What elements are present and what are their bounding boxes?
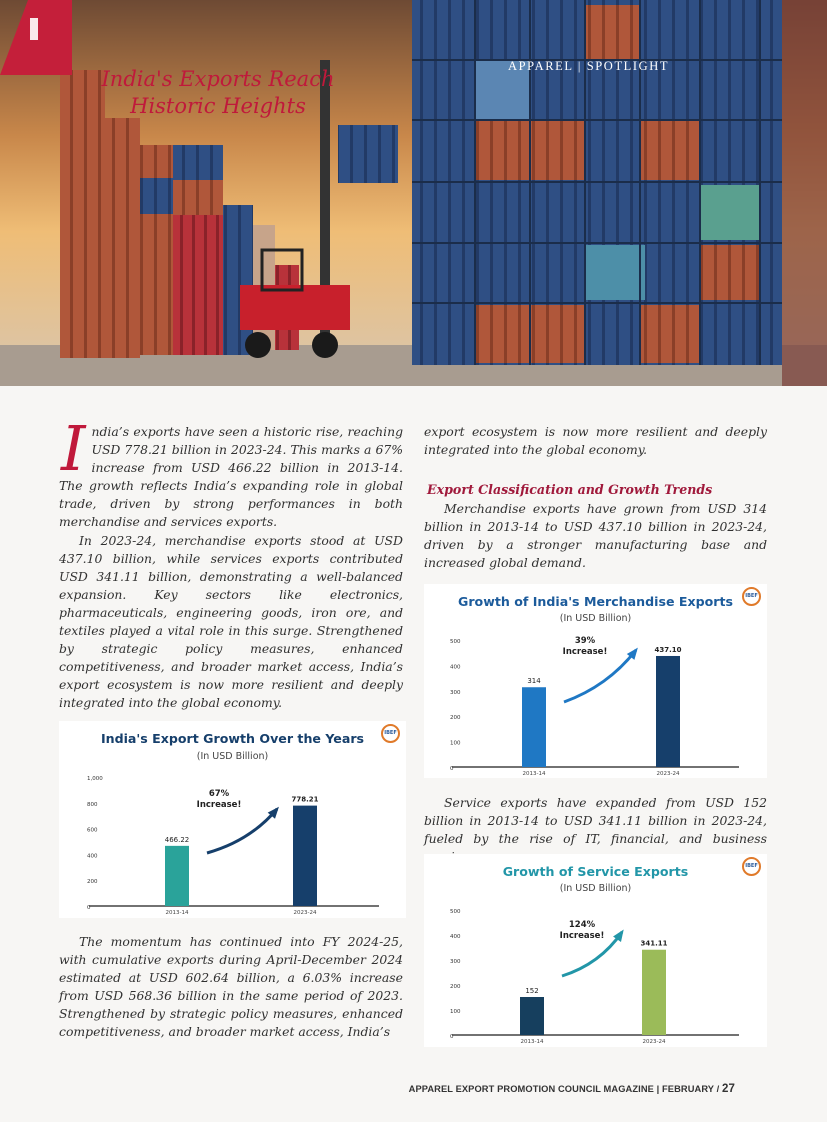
x-tick-label: 2023-24: [642, 1039, 666, 1045]
article-column-right-mid: [424, 500, 767, 572]
section-subheading: Export Classification and Growth Trends: [427, 482, 713, 497]
section-label: APPAREL | SPOTLIGHT: [508, 59, 670, 73]
bar-2023-24: [642, 950, 666, 1035]
bar-2013-14: [522, 687, 546, 767]
x-tick-label: 2023-24: [293, 910, 317, 916]
y-tick-label: 200: [87, 879, 98, 886]
y-tick-label: 0: [450, 1034, 454, 1040]
annotation-percent: 67%: [208, 789, 230, 799]
chart-plot: [424, 584, 767, 778]
y-tick-label: 500: [450, 909, 461, 915]
y-tick-label: 100: [450, 740, 461, 747]
paragraph-3: The momentum has continued into FY 2024-25, with cumulative exports during April-December 2024 estimated at USD 602.64 billion, a 6.03% increase from USD 568.36 billion in the same period of 2023. Strengthened by strategic policy measures, enhanced competitiveness, and broader market access, India’s: [59, 934, 403, 1040]
corner-logo-mark: [0, 0, 72, 75]
paragraph-3-continued: export ecosystem is now more resilient and deeply integrated into the global economy.: [424, 424, 767, 458]
y-tick-label: 200: [450, 984, 461, 990]
y-tick-label: 1,000: [87, 776, 103, 782]
title-line-1: India's Exports Reach: [101, 67, 335, 91]
growth-arrow: [564, 650, 636, 702]
article-column-right-top: [424, 423, 767, 459]
chart-merchandise-exports: [424, 584, 767, 778]
annotation-label: Increase!: [559, 931, 605, 941]
y-tick-label: 400: [450, 664, 461, 671]
chart-subtitle: (In USD Billion): [559, 883, 632, 894]
y-tick-label: 600: [87, 827, 98, 834]
x-tick-label: 2013-14: [165, 910, 189, 916]
data-label: 152: [525, 987, 539, 995]
chart-subtitle: (In USD Billion): [196, 751, 269, 762]
paragraph-5: Service exports have expanded from USD 152 billion in 2013-14 to USD 341.11 billion in 2023-24, fueled by the rise of IT, financial, and business: [424, 795, 767, 847]
hero-photo: [0, 0, 827, 386]
article-title: [88, 66, 348, 120]
paragraph-1-text: ndia’s exports have seen a historic rise, reaching USD 778.21 billion in 2023-24. This marks a 67% increase from USD 466.22 billion in 2013-14. The growth reflects India’s expanding role in global trade, driven by strong performances in both merchandise and services exports.: [59, 424, 403, 530]
x-tick-label: 2013-14: [522, 771, 546, 777]
bar-2023-24: [656, 656, 680, 767]
annotation-percent: 39%: [574, 636, 596, 646]
annotation-label: Increase!: [562, 647, 608, 657]
y-tick-label: 300: [450, 959, 461, 965]
page-footer: [409, 1083, 735, 1095]
article-column-left: [59, 412, 403, 713]
chart-service-exports: [424, 854, 767, 1047]
title-line-2: Historic Heights: [130, 94, 306, 118]
bar-2023-24: [293, 806, 317, 906]
paragraph-2: In 2023-24, merchandise exports stood at USD 437.10 billion, while services exports contributed USD 341.11 billion, demonstrating a well-balanced expansion. Key sectors like electronics, pharmaceuticals, engineering goods, iron ore, and textiles played a vital role in this surge. Strengthened by strategic policy measures, enhanced competitiveness, and broader market access, India’s export ecosystem is now more resilient and deeply integrated into the global economy.: [59, 532, 403, 711]
article-column-left-bottom: [59, 933, 403, 1042]
source-logo-icon: IBEF: [381, 724, 400, 743]
data-label: 314: [527, 677, 541, 686]
data-label: 437.10: [654, 645, 682, 654]
data-label: 341.11: [640, 939, 668, 948]
annotation-percent: 124%: [568, 920, 596, 930]
x-tick-label: 2013-14: [520, 1039, 544, 1045]
drop-cap: I: [61, 412, 86, 485]
bar-2013-14: [520, 997, 544, 1035]
y-tick-label: 500: [450, 639, 461, 645]
y-tick-label: 400: [87, 853, 98, 860]
footer-text: APPAREL EXPORT PROMOTION COUNCIL MAGAZINE | FEBRUARY /: [408, 1084, 722, 1094]
chart-title: Growth of Service Exports: [502, 864, 689, 879]
source-logo-icon: IBEF: [742, 587, 761, 606]
data-label: 466.22: [164, 835, 190, 844]
y-tick-label: 300: [450, 689, 461, 696]
paragraph-1: [59, 412, 403, 532]
data-label: 778.21: [291, 795, 319, 804]
growth-arrow: [207, 809, 277, 853]
chart-title: India's Export Growth Over the Years: [100, 731, 365, 746]
chart-total-exports: [59, 721, 406, 918]
y-tick-label: 100: [450, 1009, 461, 1015]
bar-2013-14: [165, 846, 189, 906]
y-tick-label: 0: [450, 766, 454, 772]
annotation-label: Increase!: [196, 800, 242, 810]
y-tick-label: 200: [450, 715, 461, 722]
source-logo-icon: IBEF: [742, 857, 761, 876]
y-tick-label: 0: [87, 905, 91, 911]
chart-plot: [59, 721, 406, 918]
chart-title: Growth of India's Merchandise Exports: [458, 594, 733, 609]
chart-plot: [424, 854, 767, 1047]
y-tick-label: 800: [87, 801, 98, 808]
page-number: 27: [722, 1083, 735, 1095]
y-tick-label: 400: [450, 934, 461, 940]
chart-subtitle: (In USD Billion): [559, 613, 632, 624]
x-tick-label: 2023-24: [656, 771, 680, 777]
paragraph-4: Merchandise exports have grown from USD 314 billion in 2013-14 to USD 437.10 billion in 2023-24, driven by a stronger manufacturing base and increased global demand.: [424, 501, 767, 571]
container-yard-illustration: [0, 0, 827, 386]
